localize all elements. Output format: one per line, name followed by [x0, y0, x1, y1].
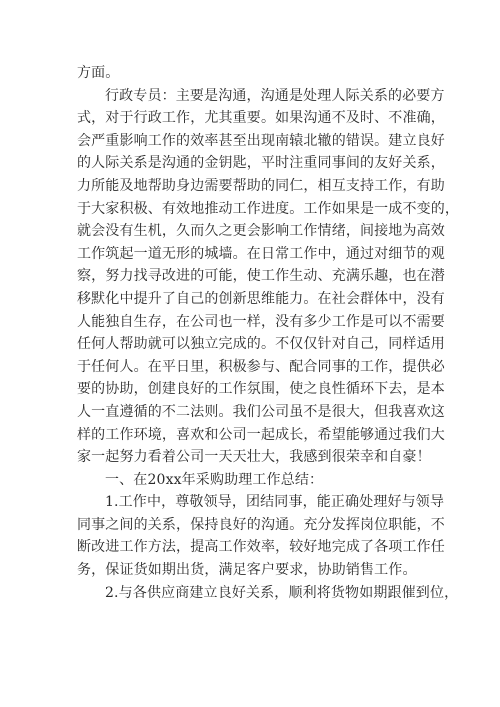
- paragraph-item-1: [77, 491, 445, 581]
- paragraph-item-2: [77, 582, 459, 605]
- text-line: 力所能及地帮助身边需要帮助的同仁，相互支持工作，有助: [77, 177, 445, 194]
- text-line: 于任何人。在平日里，积极参与、配合同事的工作，提供必: [77, 358, 445, 375]
- section-heading: [77, 469, 425, 492]
- text-line: 就会没有生机，久而久之更会影响工作情绪，间接地为高效: [77, 223, 445, 240]
- text-line: 家一起努力看着公司一天天壮大，我感到很荣幸和自豪！: [77, 449, 431, 466]
- text-line: 方面。: [77, 65, 120, 81]
- heading-text: 一、在20xx年采购助理工作总结：: [105, 471, 324, 488]
- text-line: 要的协助，创建良好的工作氛围，使之良性循环下去，是本: [77, 381, 445, 398]
- text-line: 2.与各供应商建立良好关系，顺利将货物如期跟催到位，: [105, 584, 459, 601]
- text-line: 断改进工作方法，提高工作效率，较好地完成了各项工作任: [77, 539, 445, 556]
- text-line: 会严重影响工作的效率甚至出现南辕北辙的错误。建立良好: [77, 132, 445, 149]
- text-line: 行政专员：主要是沟通，沟通是处理人际关系的必要方: [105, 87, 445, 104]
- paragraph-admin-specialist: [77, 85, 460, 469]
- text-line: 人能独自生存，在公司也一样，没有多少工作是可以不需要: [77, 313, 445, 330]
- paragraph-continuation: [77, 62, 425, 85]
- text-line: 式，对于行政工作，尤其重要。如果沟通不及时、不准确，: [77, 110, 445, 127]
- text-line: 的人际关系是沟通的金钥匙，平时注重同事间的友好关系，: [77, 155, 445, 172]
- text-line: 样的工作环境，喜欢和公司一起成长，希望能够通过我们大: [77, 426, 445, 443]
- text-line: 务，保证货如期出货，满足客户要求，协助销售工作。: [77, 562, 417, 579]
- text-line: 同事之间的关系，保持良好的沟通。充分发挥岗位职能，不: [77, 516, 445, 533]
- text-line: 工作筑起一道无形的城墙。在日常工作中，通过对细节的观: [77, 245, 445, 262]
- text-line: 察，努力找寻改进的可能，使工作生动、充满乐趣，也在潜: [77, 268, 445, 285]
- text-line: 移默化中提升了自己的创新思维能力。在社会群体中，没有: [77, 290, 445, 307]
- text-line: 1.工作中，尊敬领导，团结同事，能正确处理好与领导: [105, 494, 445, 511]
- document-page: [77, 62, 460, 604]
- text-line: 人一直遵循的不二法则。我们公司虽不是很大，但我喜欢这: [77, 403, 445, 420]
- text-line: 任何人帮助就可以独立完成的。不仅仅针对自己，同样适用: [77, 336, 445, 353]
- text-line: 于大家积极、有效地推动工作进度。工作如果是一成不变的，: [77, 200, 460, 217]
